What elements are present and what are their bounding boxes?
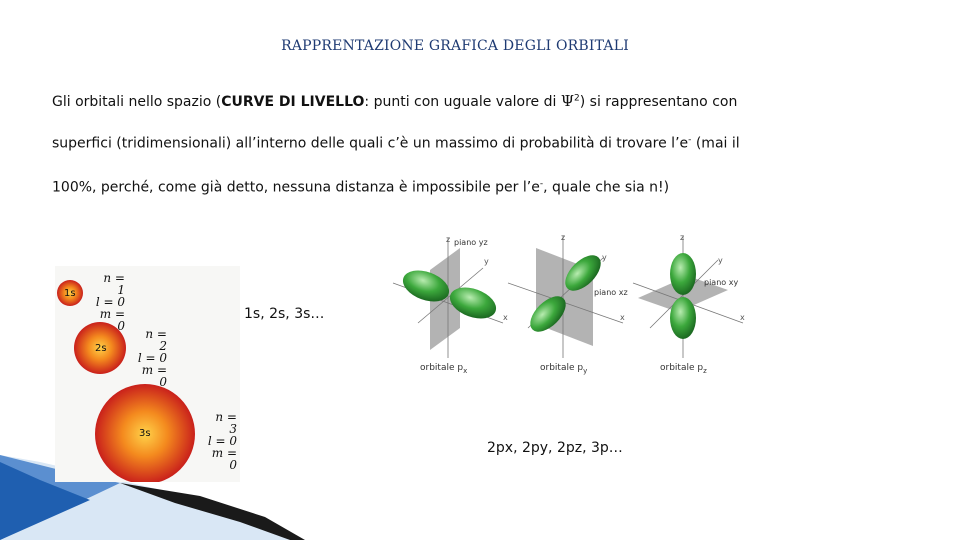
superscript: - [539,179,544,189]
text: superfici (tridimensionali) all’interno delle quali c’è un massimo di probabilità di trovare l’e [52,135,689,152]
quantum-numbers-3s: n = 3 l = 0 m = 0 [207,410,237,472]
text: Gli orbitali nello spazio ( [52,94,222,110]
paragraph-line-3 [52,179,669,196]
superscript: 2 [574,93,580,104]
orbital-label-1s: 1s [64,288,76,299]
lobe [670,297,696,339]
p-orbitals-figure [388,228,758,378]
p-orbitals-caption: 2px, 2py, 2pz, 3p… [487,440,623,456]
axis-label-y: y [602,253,607,262]
axis-label-z: z [446,235,451,244]
quantum-numbers-2s: n = 2 l = 0 m = 0 [137,327,167,389]
lobe [670,253,696,295]
paragraph-line-2 [52,135,740,152]
axis-label-x: x [740,313,745,322]
orbital-py-diagram [508,233,628,375]
axis-label-x: x [620,313,625,322]
axis-label-z: z [561,233,566,242]
s-orbitals-caption: 1s, 2s, 3s… [244,306,325,322]
orbital-px-diagram [393,235,508,375]
axis-label-x: x [503,313,508,322]
paragraph-line-1 [52,92,737,110]
orbital-label-3s: 3s [139,428,151,439]
axis-label-y: y [484,257,489,266]
orbital-pz-diagram [633,233,745,375]
bold-text: CURVE DI LIVELLO [221,94,365,110]
text: , quale che sia n!) [543,179,670,196]
orbital-name-pz: orbitale $p_z$ [660,363,707,375]
plane-label-xy: piano xy [704,278,739,287]
orbital-name-px: orbitale $p_x$ [420,363,468,375]
superscript: - [688,135,692,145]
psi-symbol: Ψ [560,92,574,110]
axis-label-y: y [718,256,723,265]
plane-label-yz: piano yz [454,238,488,247]
text: ) si rappresentano con [579,94,738,110]
s-orbitals-figure [55,266,240,482]
orbital-label-2s: 2s [95,343,107,354]
text: 100%, perché, come già detto, nessuna distanza è impossibile per l’e [52,179,540,196]
quantum-numbers-1s: n = 1 l = 0 m = 0 [95,271,125,333]
plane-label-xz: piano xz [594,288,628,297]
text: : punti con uguale valore di [364,94,561,110]
text: (mai il [691,135,740,152]
orbital-name-py: orbitale $p_y$ [540,363,588,375]
page-title: RAPPRENTAZIONE GRAFICA DEGLI ORBITALI [281,38,629,54]
axis-label-z: z [680,233,685,242]
